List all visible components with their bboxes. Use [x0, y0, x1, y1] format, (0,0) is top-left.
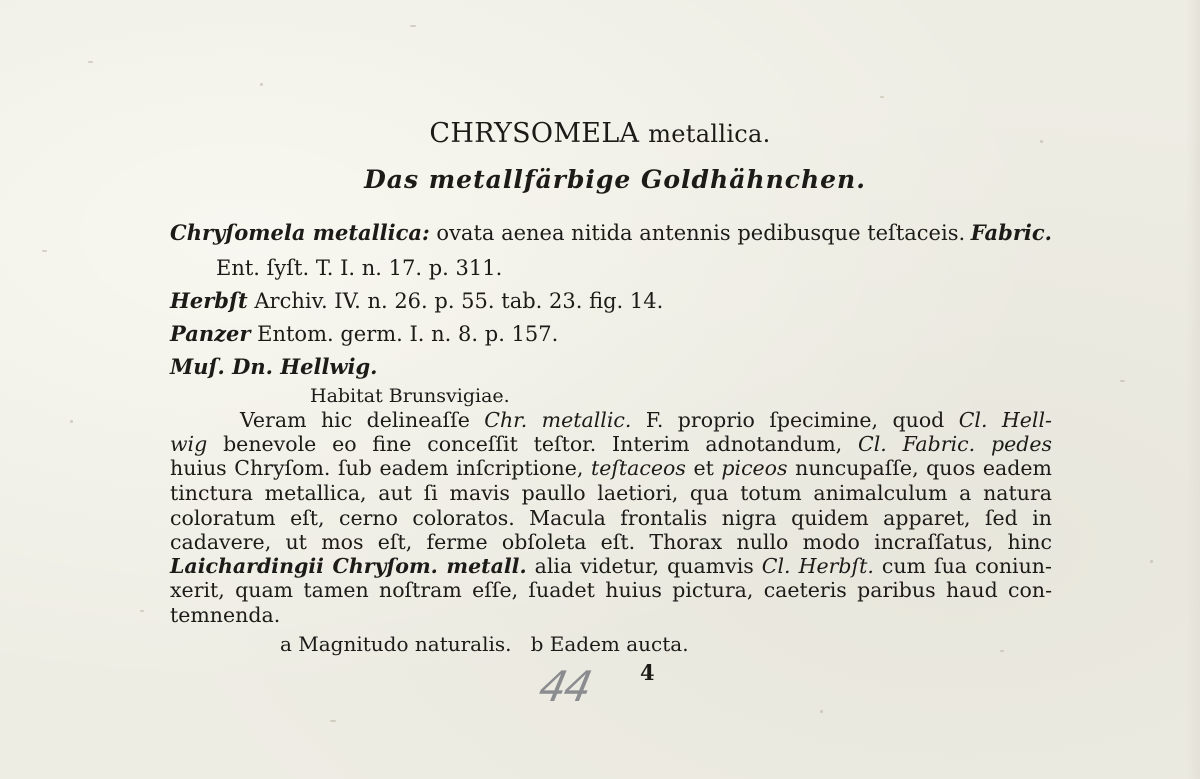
paper-fleck [42, 250, 47, 252]
paper-fleck [1000, 650, 1004, 652]
handwritten-note: 44 [534, 662, 595, 711]
paragraph-line [170, 554, 1052, 578]
reference-author: Muſ. Dn. Hellwig. [170, 354, 378, 379]
reference-author: Panzer [170, 321, 251, 346]
reference-line [170, 354, 377, 379]
paragraph-line: coloratum eſt, cerno coloratos. Macula frontalis nigra quidem apparet, ſed in [170, 506, 1052, 530]
reference-text: Ent. ſyſt. T. I. n. 17. p. 311. [216, 256, 503, 280]
reference-text: Entom. germ. I. n. 8. p. 157. [257, 322, 559, 346]
paragraph-line [170, 456, 1052, 480]
paper-fleck [140, 610, 144, 612]
reference-line [170, 321, 558, 346]
title-genus: CHRYSOMELA [429, 118, 640, 149]
paragraph-line: cadavere, ut mos eſt, ferme obſoleta eſt. Thorax nullo modo incraſſatus, hinc [170, 530, 1052, 554]
text-run-italic: Cl. Fabric. pedes [858, 432, 1052, 456]
paper-fleck [70, 420, 73, 423]
reference-line [170, 220, 1052, 245]
text-run-italic: Cl. Hell- [958, 408, 1052, 432]
text-run-italic: wig [170, 432, 208, 456]
paragraph-line: xerit, quam tamen noſtram eſſe, ſuadet huius pictura, caeteris paribus haud con- [170, 578, 1052, 602]
reference-text: ovata aenea nitida antennis pedibusque teſtaceis. [436, 221, 966, 245]
text-run: alia videtur, quamvis [534, 554, 754, 578]
reference-line [216, 256, 502, 280]
paper-fleck [88, 61, 93, 63]
text-run: huius Chryſom. ſub eadem inſcriptione, [170, 456, 584, 480]
paper-fleck [1120, 380, 1125, 382]
page-number: 4 [640, 660, 655, 685]
paragraph-line: temnenda. [170, 603, 281, 627]
paragraph-line [240, 408, 1052, 432]
page-edge [1186, 0, 1200, 779]
text-run-italic: Chr. metallic. [484, 408, 632, 432]
text-run: et [693, 456, 714, 480]
figure-caption: a Magnitudo naturalis. b Eadem aucta. [280, 632, 689, 656]
paragraph-line: tinctura metallica, aut ſi mavis paullo laetiori, qua totum animalculum a natura [170, 481, 1052, 505]
habitat-line: Habitat Brunsvigiae. [310, 385, 510, 407]
paragraph-line [170, 432, 1052, 456]
text-run-italic: teſtaceos [590, 456, 686, 480]
page-title [0, 118, 1200, 149]
text-run-italic: Cl. Herbſt. [761, 554, 874, 578]
reference-author: Herbſt [170, 288, 248, 313]
reference-author: Chryſomela metallica: [170, 220, 430, 245]
text-run-italic: Laichardingii Chryſom. metall. [170, 554, 527, 578]
paper-fleck [330, 720, 336, 722]
reference-source: Fabric. [970, 220, 1052, 245]
text-run: F. proprio ſpecimine, quod [645, 408, 945, 432]
text-run: nuncupaſſe, quos eadem [795, 456, 1052, 480]
paper-fleck [1150, 560, 1153, 563]
page-subtitle: Das metallfärbige Goldhähnchen. [364, 165, 866, 194]
paper-fleck [260, 83, 263, 86]
text-run: benevole eo fine conceſſit teſtor. Interim adnotandum, [223, 432, 843, 456]
paper-fleck [880, 96, 884, 98]
reference-text: Archiv. IV. n. 26. p. 55. tab. 23. fig. 14. [254, 289, 664, 313]
paper-fleck [820, 710, 823, 713]
reference-line [170, 288, 663, 313]
title-species: metallica. [648, 120, 771, 148]
paper-fleck [410, 25, 416, 27]
text-run: cum ſua coniun- [881, 554, 1052, 578]
text-run-italic: piceos [721, 456, 788, 480]
text-run: Veram hic delineaſſe [240, 408, 470, 432]
